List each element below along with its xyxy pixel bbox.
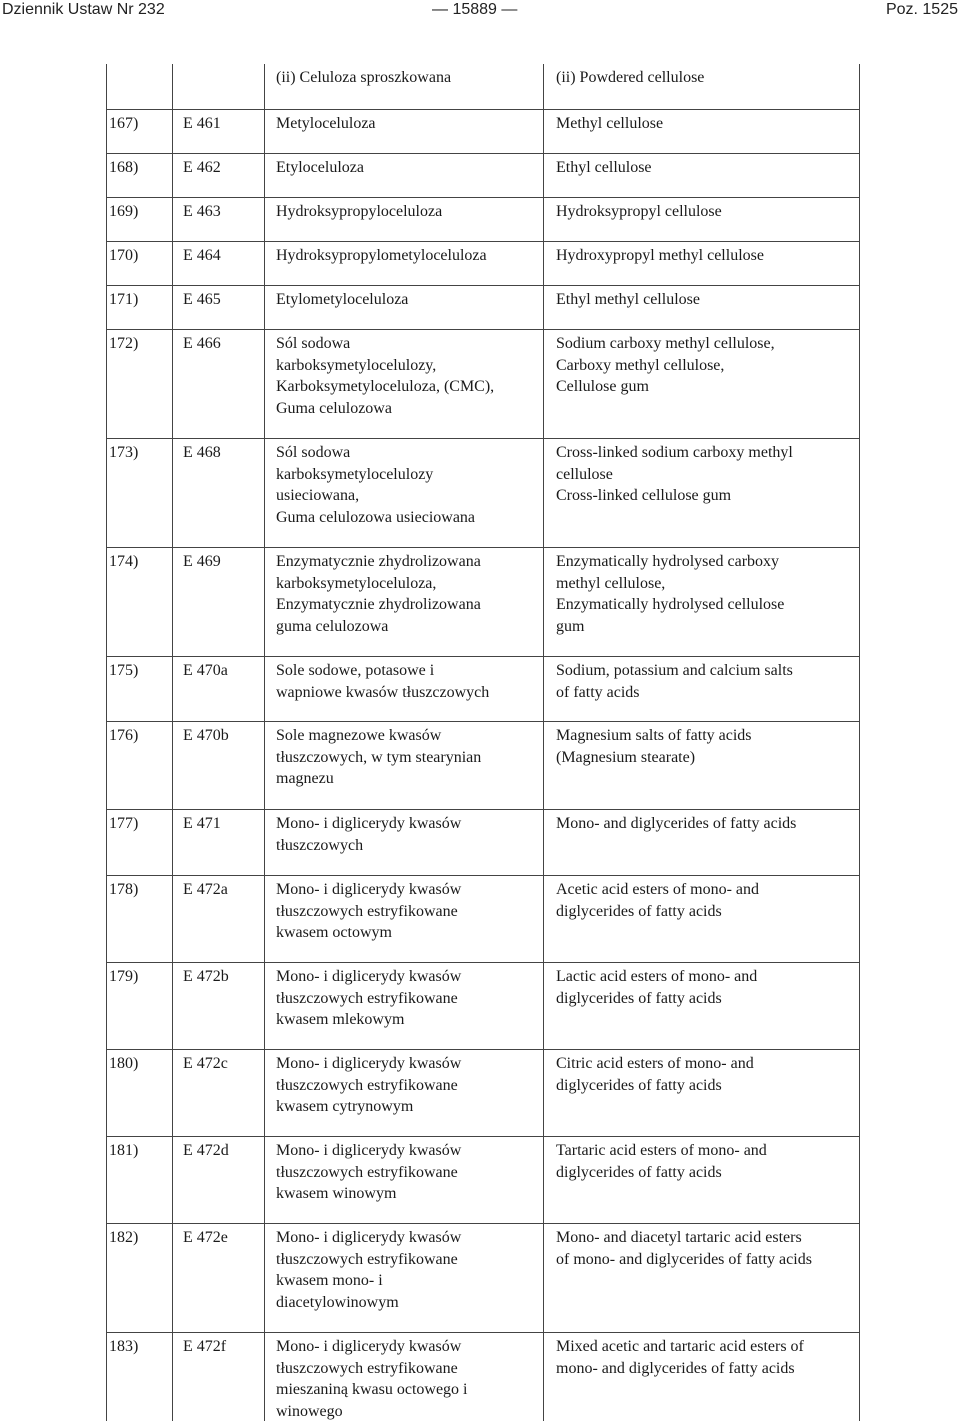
english-name: Hydroxypropyl methyl cellulose [556,247,764,264]
e-code: E 472b [183,968,229,985]
e-code: E 472f [183,1338,227,1355]
polish-name: Sole magnezowe kwasów tłuszczowych, w tym stearynian magnezu [276,727,482,788]
english-name: Acetic acid esters of mono- and diglycerides of fatty acids [556,881,760,920]
polish-name: Hydroksypropyloceluloza [276,203,443,220]
e-code: E 471 [183,815,221,832]
table-row [106,962,860,1049]
table-row [106,721,860,809]
table-row [106,109,860,153]
item-number: 174) [109,553,139,570]
item-number: 182) [109,1229,139,1246]
e-code: E 472e [183,1229,228,1246]
item-number: 172) [109,335,139,352]
item-number: 179) [109,968,139,985]
english-name: Enzymatically hydrolysed carboxy methyl cellulose, Enzymatically hydrolysed cellulose gum [556,553,785,636]
table-row [106,547,860,656]
item-number: 181) [109,1142,139,1159]
page-number: — 15889 — [432,1,518,18]
table-row [106,1049,860,1136]
polish-name: Mono- i diglicerydy kwasów tłuszczowych estryfikowane kwasem octowym [276,881,462,942]
polish-name: Mono- i diglicerydy kwasów tłuszczowych estryfikowane mieszaniną kwasu octowego i winowego [276,1338,468,1421]
e-code: E 470b [183,727,229,744]
english-name: Cross-linked sodium carboxy methyl cellulose Cross-linked cellulose gum [556,444,793,505]
table-row [106,438,860,547]
page-header [0,0,960,26]
english-name: Tartaric acid esters of mono- and diglycerides of fatty acids [556,1142,767,1181]
polish-name: Sól sodowa karboksymetylocelulozy, Karboksymetyloceluloza, (CMC), Guma celulozowa [276,335,495,418]
polish-name: Metyloceluloza [276,115,376,132]
e-code: E 470a [183,662,228,679]
table-row [106,1332,860,1421]
english-name: Mono- and diacetyl tartaric acid esters of mono- and diglycerides of fatty acids [556,1229,812,1268]
e-code: E 472d [183,1142,229,1159]
table-row [106,1136,860,1223]
polish-name: Hydroksypropylometyloceluloza [276,247,487,264]
polish-name: Etylometyloceluloza [276,291,409,308]
item-number: 169) [109,203,139,220]
polish-name: Enzymatycznie zhydrolizowana karboksymetyloceluloza, Enzymatycznie zhydrolizowana guma celulozowa [276,553,481,636]
e-code: E 466 [183,335,221,352]
additives-table [106,64,860,1421]
polish-name: (ii) Celuloza sproszkowana [276,69,452,86]
english-name: Magnesium salts of fatty acids (Magnesium stearate) [556,727,752,766]
table-row [106,809,860,875]
english-name: Methyl cellulose [556,115,664,132]
english-name: (ii) Powdered cellulose [556,69,705,86]
position-number: Poz. 1525 [885,1,958,18]
item-number: 175) [109,662,139,679]
table-row [106,1223,860,1332]
item-number: 183) [109,1338,139,1355]
english-name: Mixed acetic and tartaric acid esters of mono- and diglycerides of fatty acids [556,1338,804,1377]
polish-name: Mono- i diglicerydy kwasów tłuszczowych [276,815,462,854]
table-row [106,64,860,109]
table-row [106,329,860,438]
item-number: 168) [109,159,139,176]
polish-name: Etyloceluloza [276,159,364,176]
english-name: Hydroksypropyl cellulose [556,203,722,220]
item-number: 176) [109,727,139,744]
table-row [106,153,860,197]
english-name: Sodium, potassium and calcium salts of fatty acids [556,662,793,701]
item-number: 173) [109,444,139,461]
e-code: E 472c [183,1055,228,1072]
english-name: Lactic acid esters of mono- and diglycerides of fatty acids [556,968,758,1007]
english-name: Ethyl methyl cellulose [556,291,700,308]
item-number: 167) [109,115,139,132]
e-code: E 463 [183,203,221,220]
e-code: E 461 [183,115,221,132]
table-row [106,241,860,285]
table-row [106,875,860,962]
item-number: 180) [109,1055,139,1072]
e-code: E 468 [183,444,221,461]
e-code: E 472a [183,881,228,898]
item-number: 170) [109,247,139,264]
e-code: E 464 [183,247,221,264]
polish-name: Mono- i diglicerydy kwasów tłuszczowych estryfikowane kwasem cytrynowym [276,1055,462,1116]
polish-name: Mono- i diglicerydy kwasów tłuszczowych estryfikowane kwasem mono- i diacetylowinowym [276,1229,462,1312]
journal-title: Dziennik Ustaw Nr 232 [2,1,165,18]
item-number: 177) [109,815,139,832]
e-code: E 469 [183,553,221,570]
polish-name: Mono- i diglicerydy kwasów tłuszczowych estryfikowane kwasem winowym [276,1142,462,1203]
english-name: Mono- and diglycerides of fatty acids [556,815,797,832]
english-name: Ethyl cellulose [556,159,652,176]
english-name: Sodium carboxy methyl cellulose, Carboxy methyl cellulose, Cellulose gum [556,335,775,396]
english-name: Citric acid esters of mono- and diglycerides of fatty acids [556,1055,754,1094]
table-row [106,656,860,721]
polish-name: Sól sodowa karboksymetylocelulozy usieciowana, Guma celulozowa usieciowana [276,444,476,527]
e-code: E 462 [183,159,221,176]
polish-name: Mono- i diglicerydy kwasów tłuszczowych estryfikowane kwasem mlekowym [276,968,462,1029]
item-number: 178) [109,881,139,898]
polish-name: Sole sodowe, potasowe i wapniowe kwasów tłuszczowych [276,662,490,701]
table-row [106,285,860,329]
item-number: 171) [109,291,139,308]
table-row [106,197,860,241]
e-code: E 465 [183,291,221,308]
